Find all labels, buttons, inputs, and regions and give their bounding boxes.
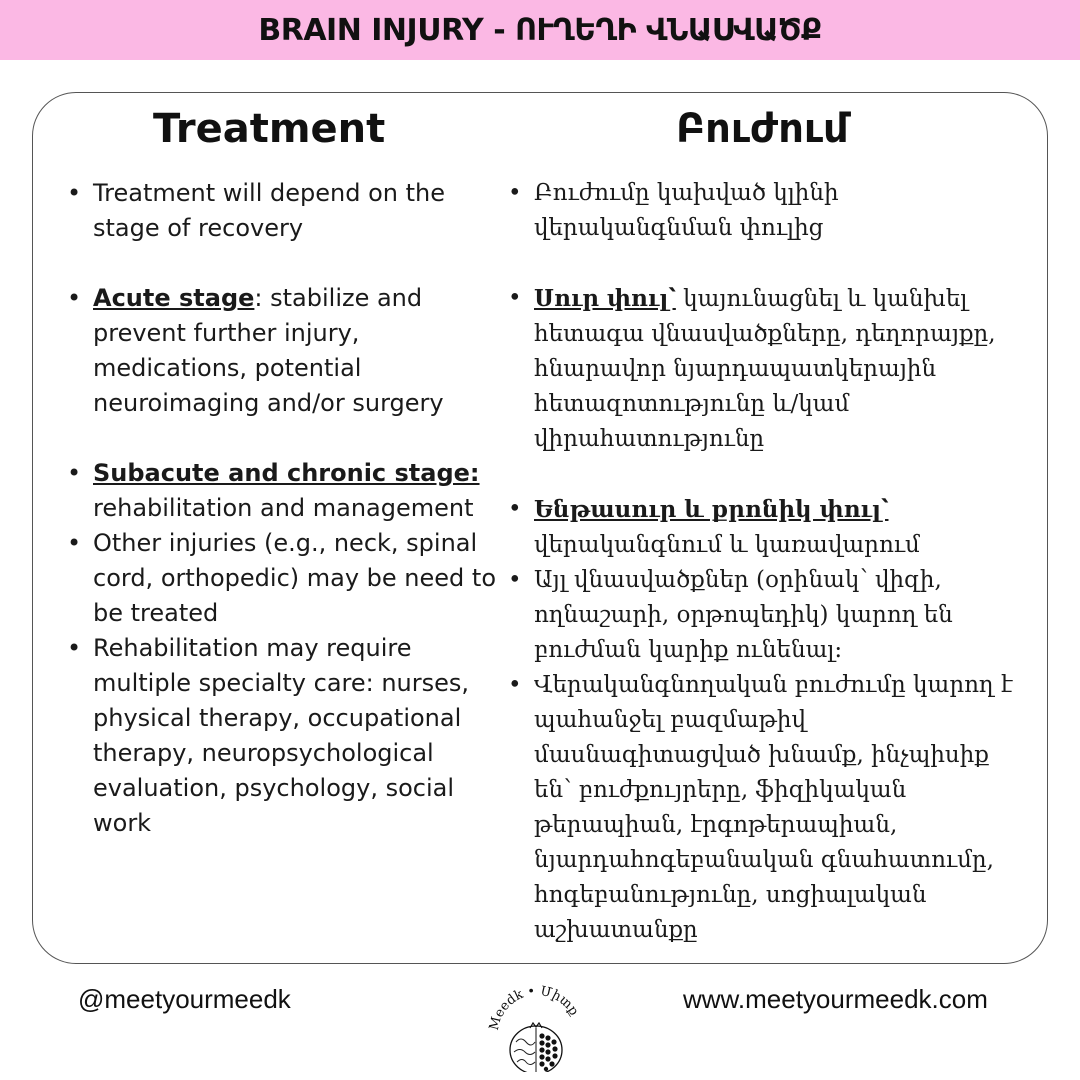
armenian-item-text: կայունացնել և կանխել հետագա վնասվածքները, դեղորայքը, հնարավոր նյարդապատկերային հետազոտությունը և/կամ վիրահատությունը xyxy=(534,286,996,452)
bullet-dot: • xyxy=(508,567,522,593)
armenian-item-4 xyxy=(503,563,1023,668)
header-banner xyxy=(0,0,1080,60)
english-item-5 xyxy=(62,631,502,841)
pomegranate-brain-icon xyxy=(510,1023,562,1072)
meedk-logo xyxy=(480,972,590,1072)
english-item-1 xyxy=(62,176,502,246)
armenian-item-text: վերականգնում և կառավարում xyxy=(534,532,920,558)
english-item-4 xyxy=(62,526,502,631)
english-item-text: Other injuries (e.g., neck, spinal cord, orthopedic) may be need to be treated xyxy=(93,529,497,627)
armenian-item-2 xyxy=(503,281,1023,457)
english-item-text: rehabilitation and management xyxy=(93,494,474,522)
armenian-item-text: Բուժումը կախված կլինի վերականգնման փուլից xyxy=(534,180,839,241)
armenian-item-label: Սուր փուլ՝ xyxy=(534,285,676,312)
bullet-dot: • xyxy=(67,634,82,662)
bullet-dot: • xyxy=(67,529,82,557)
armenian-item-1 xyxy=(503,176,1023,246)
english-item-text: Rehabilitation may require multiple specialty care: nurses, physical therapy, occupational therapy, neuropsychological evaluation, psychology, social work xyxy=(93,634,470,837)
bullet-dot: • xyxy=(67,284,82,312)
english-item-label: Acute stage xyxy=(93,284,255,312)
armenian-item-5 xyxy=(503,668,1023,948)
logo-text: Meedk • Միտք xyxy=(486,983,582,1032)
bullet-dot: • xyxy=(508,180,522,206)
armenian-item-text: Այլ վնասվածքներ (օրինակ՝ վիզի, ողնաշարի, օրթոպեդիկ) կարող են բուժման կարիք ունենալ: xyxy=(534,567,953,663)
english-item-text: : stabilize and prevent further injury, medications, potential neuroimaging and/or surgery xyxy=(93,284,444,417)
english-item-3 xyxy=(62,456,502,526)
bullet-dot: • xyxy=(508,496,522,522)
english-item-2 xyxy=(62,281,502,421)
header-title: BRAIN INJURY - ՈՒՂԵՂԻ ՎՆԱՍՎԱԾՔ xyxy=(258,12,822,48)
armenian-item-text: Վերականգնողական բուժումը կարող է պահանջել բազմաթիվ մասնագիտացված խնամք, ինչպիսիք են՝ բուժքույրերը, ֆիզիկական թերապիան, էրգոթերապիան, նյարդահոգեբանական գնահատումը, հոգեբանությունը, սոցիալական աշխատանքը xyxy=(534,672,1013,943)
bullet-dot: • xyxy=(67,179,82,207)
bullet-dot: • xyxy=(508,672,522,698)
bullet-dot: • xyxy=(67,459,82,487)
armenian-item-label: Ենթասուր և քրոնիկ փուլ՝ xyxy=(534,496,889,523)
website-url: www.meetyourmeedk.com xyxy=(683,984,988,1014)
english-item-label: Subacute and chronic stage: xyxy=(93,459,480,487)
bullet-dot: • xyxy=(508,285,522,311)
armenian-column xyxy=(503,176,1023,948)
armenian-item-3 xyxy=(503,492,1023,563)
english-item-text: Treatment will depend on the stage of recovery xyxy=(93,179,445,242)
english-title: Treatment xyxy=(153,106,386,152)
english-column xyxy=(62,176,502,841)
armenian-title: Բուժում xyxy=(676,106,849,152)
social-handle: @meetyourmeedk xyxy=(78,984,291,1014)
